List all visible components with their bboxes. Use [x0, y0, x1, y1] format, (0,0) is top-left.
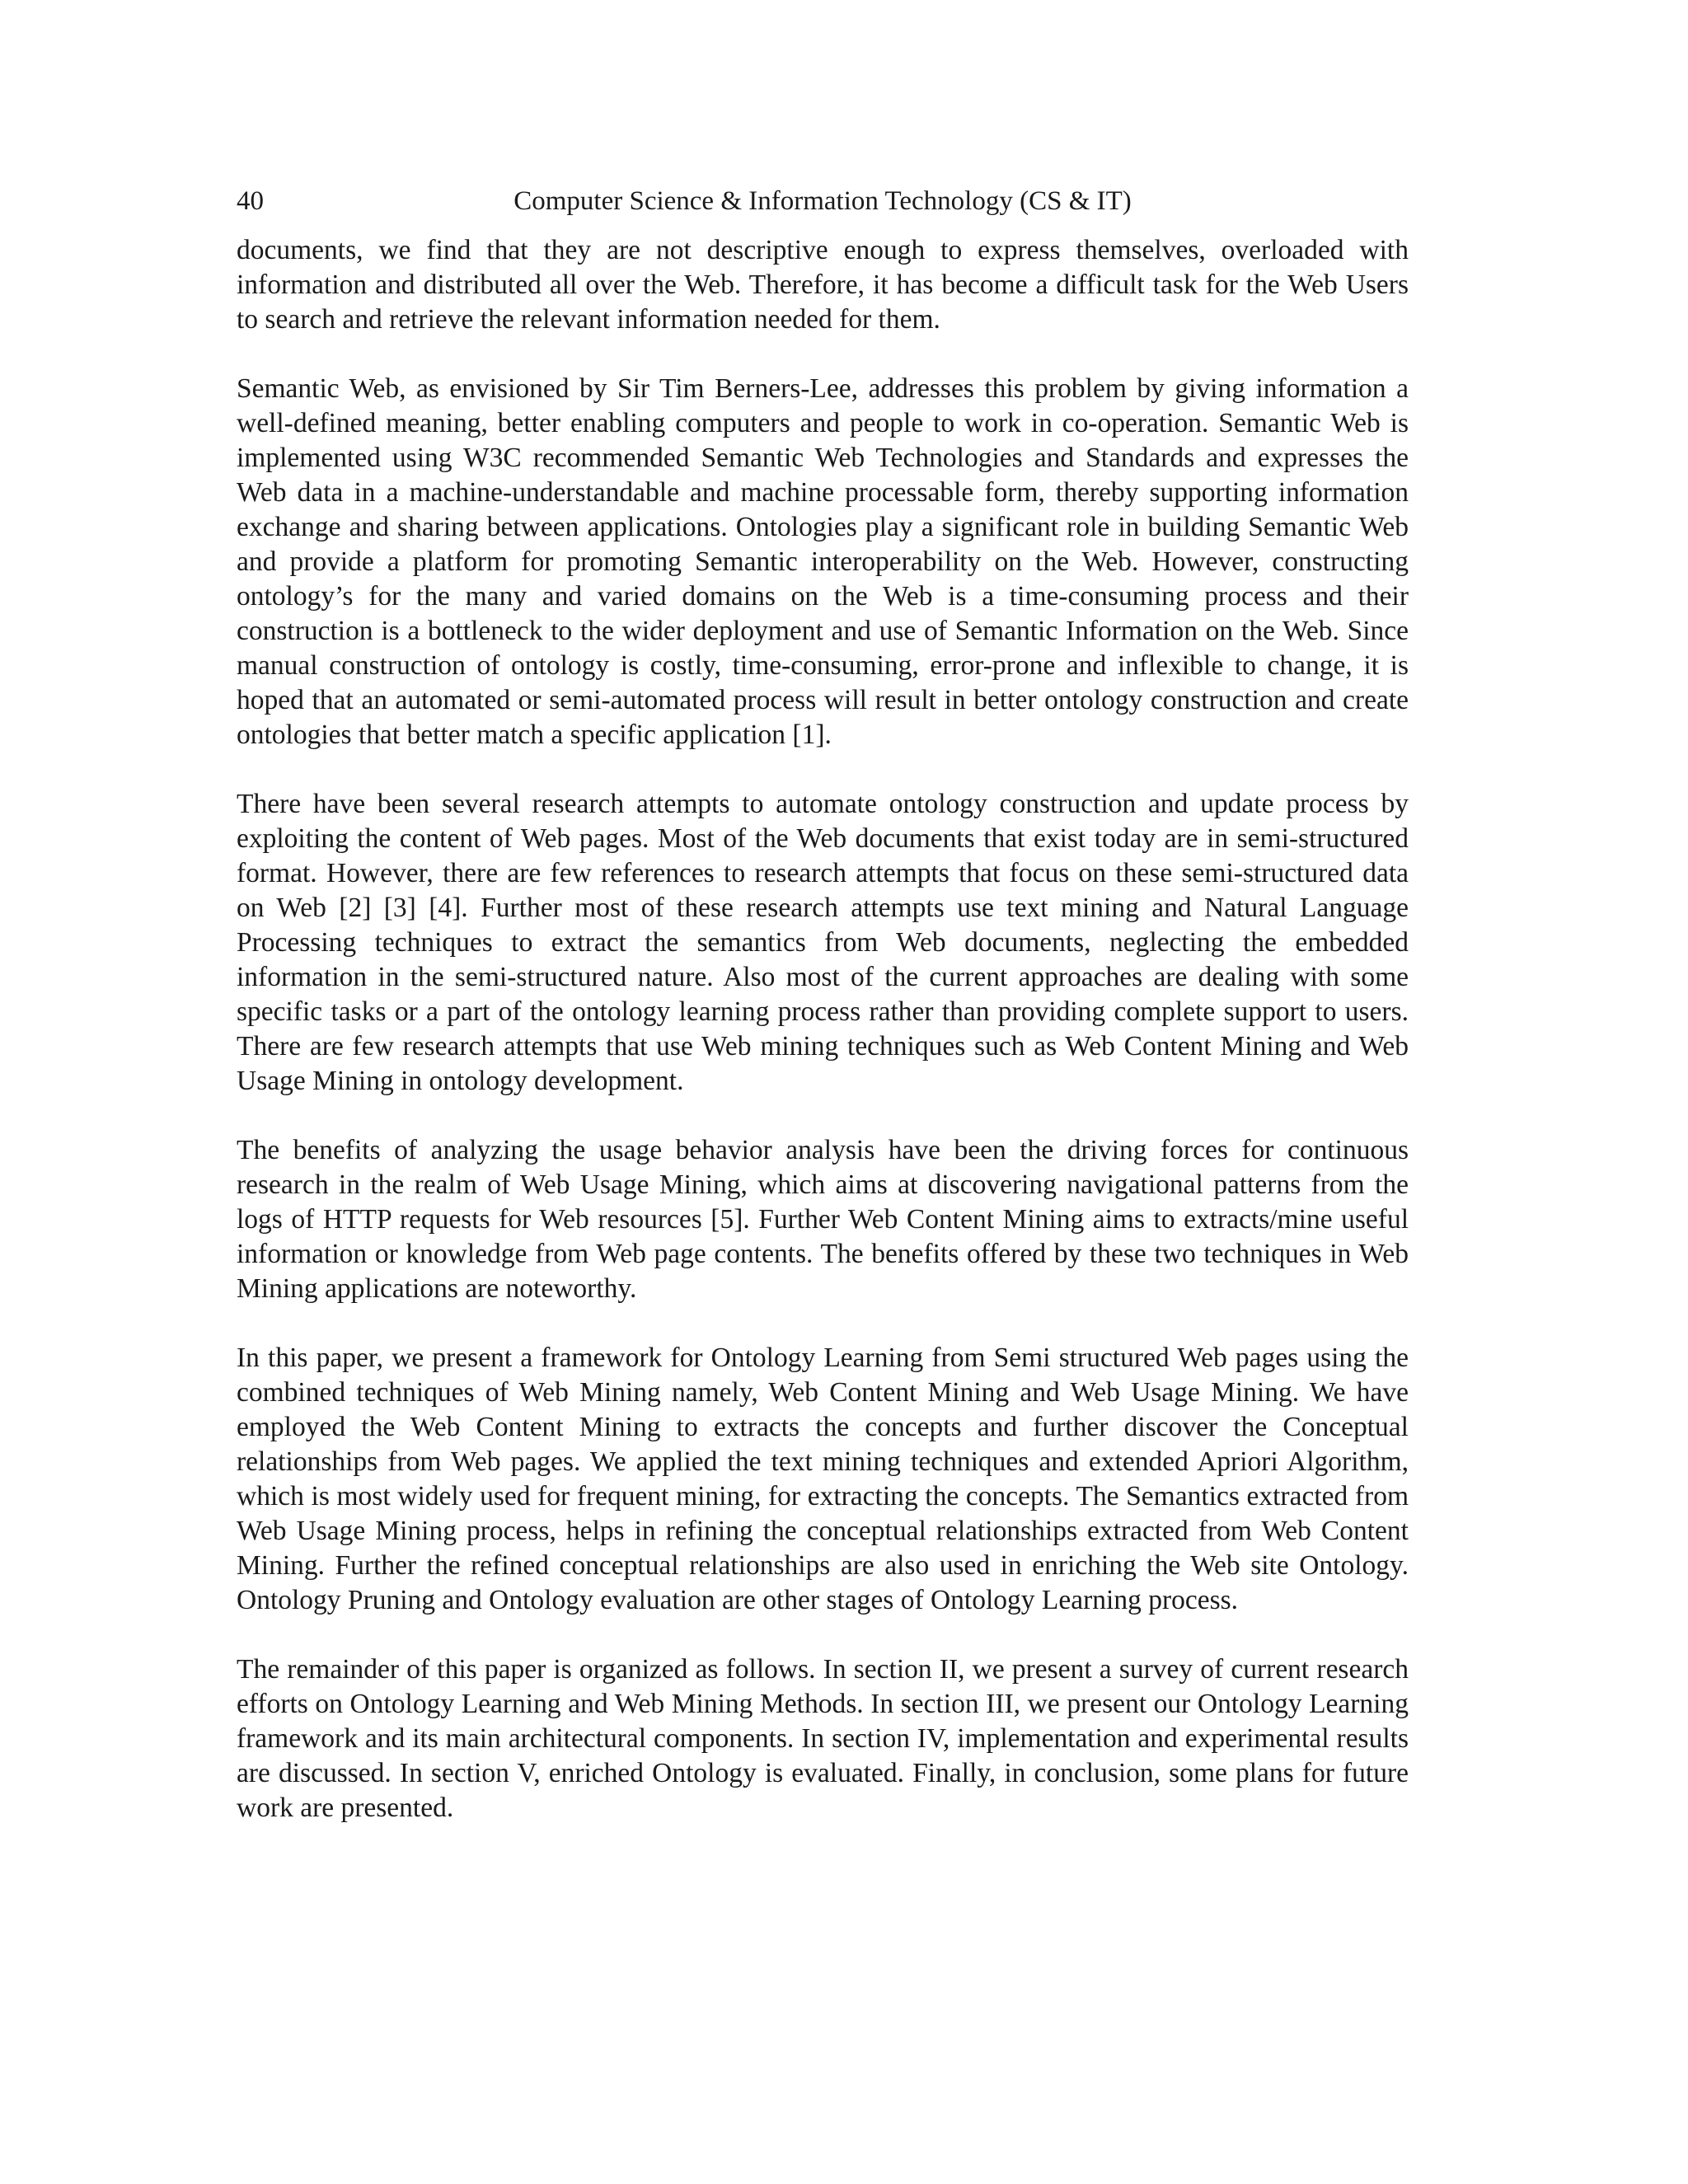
paragraph-usage-mining-benefits: The benefits of analyzing the usage behavior analysis have been the driving forces for continuous research in the realm of Web Usage Mining, which aims at discovering navigational patterns from the logs of HTTP requests for Web resources [5]. Further Web Content Mining aims to extracts/mine useful information or knowledge from Web page contents. The benefits offered by these two techniques in Web Mining applications are noteworthy.: [237, 1135, 1409, 1304]
paragraph-research-attempts: There have been several research attempts to automate ontology construction and update process by exploiting the content of Web pages. Most of the Web documents that exist today are in semi-structured format. However, there are few references to research attempts that focus on these semi-structured data on Web [2] [3] [4]. Further most of these research attempts use text mining and Natural Language Processing techniques to extract the semantics from Web documents, neglecting the embedded information in the semi-structured nature. Also most of the current approaches are dealing with some specific tasks or a part of the ontology learning process rather than providing complete support to users. There are few research attempts that use Web mining techniques such as Web Content Mining and Web Usage Mining in ontology development.: [237, 789, 1409, 1096]
paragraph-framework: In this paper, we present a framework for Ontology Learning from Semi structured Web pages using the combined techniques of Web Mining namely, Web Content Mining and Web Usage Mining. We have employed the Web Content Mining to extracts the concepts and further discover the Conceptual relationships from Web pages. We applied the text mining techniques and extended Apriori Algorithm, which is most widely used for frequent mining, for extracting the concepts. The Semantics extracted from Web Usage Mining process, helps in refining the conceptual relationships extracted from Web Content Mining. Further the refined conceptual relationships are also used in enriching the Web site Ontology. Ontology Pruning and Ontology evaluation are other stages of Ontology Learning process.: [237, 1343, 1409, 1615]
page-header: [237, 181, 1409, 221]
running-title: Computer Science & Information Technology (CS & IT): [513, 186, 1132, 216]
body-text: [237, 233, 1409, 1860]
paragraph-intro-continuation: documents, we find that they are not descriptive enough to express themselves, overloaded with information and distributed all over the Web. Therefore, it has become a difficult task for the Web Users to search and retrieve the relevant information needed for them.: [237, 235, 1409, 335]
paragraph-semantic-web: Semantic Web, as envisioned by Sir Tim Berners-Lee, addresses this problem by giving information a well-defined meaning, better enabling computers and people to work in co-operation. Semantic Web is implemented using W3C recommended Semantic Web Technologies and Standards and expresses the Web data in a machine-understandable and machine processable form, thereby supporting information exchange and sharing between applications. Ontologies play a significant role in building Semantic Web and provide a platform for promoting Semantic interoperability on the Web. However, constructing ontology’s for the many and varied domains on the Web is a time-consuming process and their construction is a bottleneck to the wider deployment and use of Semantic Information on the Web. Since manual construction of ontology is costly, time-consuming, error-prone and inflexible to change, it is hoped that an automated or semi-automated process will result in better ontology construction and create ontologies that better match a specific application [1].: [237, 373, 1409, 750]
page-number: 40: [237, 186, 264, 216]
paragraph-organization: The remainder of this paper is organized as follows. In section II, we present a survey of current research efforts on Ontology Learning and Web Mining Methods. In section III, we present our Ontology Learning framework and its main architectural components. In section IV, implementation and experimental results are discussed. In section V, enriched Ontology is evaluated. Finally, in conclusion, some plans for future work are presented.: [237, 1654, 1409, 1823]
